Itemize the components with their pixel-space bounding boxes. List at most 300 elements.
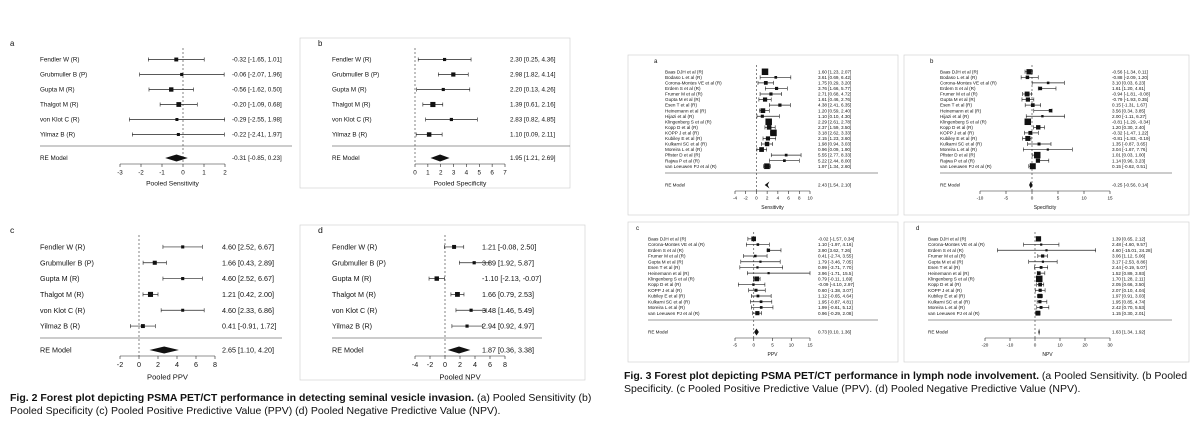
x-tick-label: 2 <box>458 360 462 370</box>
x-tick-label: 8 <box>213 360 217 370</box>
forest-plot-3d <box>904 222 1189 362</box>
study-value: 3.61 [0.69, 6.42] <box>818 74 852 80</box>
point-estimate <box>435 276 439 280</box>
x-tick-label: 5 <box>477 169 482 177</box>
point-estimate <box>1038 294 1042 298</box>
study-value: 1.10 [-1.97, 4.16] <box>818 242 853 248</box>
study-value: -0.81 [-1.29, -0.34] <box>1112 119 1150 125</box>
x-tick-label: -3 <box>117 169 123 177</box>
study-value: 1.20 [0.59, 2.40] <box>818 108 852 114</box>
study-label: Grubmuller B (P) <box>40 258 94 268</box>
study-value: -0.02 [-1.57, 0.34] <box>818 236 855 242</box>
point-estimate <box>757 295 760 298</box>
point-estimate <box>1035 311 1040 316</box>
study-label: Yilmaz B (R) <box>332 321 373 331</box>
study-label: Gupta M et al (R) <box>665 97 701 103</box>
study-value: 1.66 [0.79, 2.53] <box>482 289 534 299</box>
study-label: Grubmuller B (P) <box>40 71 88 79</box>
study-value: 3.96 [-1.71, 15.5] <box>818 270 853 276</box>
study-label: Erdem S et al (R) <box>665 86 701 92</box>
x-tick-label: -5 <box>732 342 738 348</box>
panel-letter: d <box>318 225 323 235</box>
study-label: Baas DJH et al (R) <box>665 69 704 75</box>
study-label: Rajwa P et al (R) <box>940 158 975 164</box>
study-value: -0.79 [-1.93, 0.35] <box>1112 97 1149 103</box>
study-label: van Leeuwen PJ et al (R) <box>928 310 980 316</box>
point-estimate <box>1036 236 1041 241</box>
pooled-value: 2.43 [1.54, 2.10] <box>818 182 852 188</box>
study-value: -0.81 [-1.83, -0.19] <box>1112 136 1150 142</box>
study-value: 2.07 [0.10, 4.04] <box>1112 287 1146 293</box>
study-value: 1.15 [0.30, 2.01] <box>1112 310 1146 316</box>
point-estimate <box>1045 249 1047 251</box>
point-estimate <box>754 289 757 292</box>
study-label: Gupta M (R) <box>40 86 75 94</box>
point-estimate <box>754 276 759 281</box>
x-tick-label: 8 <box>798 195 801 201</box>
study-label: Frumer M et al (R) <box>648 253 686 259</box>
x-tick-label: 5 <box>1056 195 1060 201</box>
point-estimate <box>153 261 157 265</box>
point-estimate <box>765 119 772 126</box>
study-value: -1.10 [-2.13, -0.07] <box>482 274 542 284</box>
study-value: 1.70 [1.28, 2.11] <box>1112 276 1145 282</box>
study-label: Erdem S et al (R) <box>940 86 976 92</box>
point-estimate <box>765 142 769 146</box>
x-tick-label: 8 <box>503 360 507 370</box>
study-value: 3.90 [3.62, 7.26] <box>818 247 852 253</box>
study-label: von Klot C (R) <box>332 305 378 315</box>
study-value: 4.60 [2.52, 6.67] <box>222 242 274 252</box>
pooled-value: 1.63 [1.34, 1.92] <box>1112 329 1146 335</box>
study-value: 0.79 [-0.11, 1.69] <box>818 276 853 282</box>
x-tick-label: 1 <box>426 169 430 177</box>
pooled-value: 1.87 [0.36, 3.38] <box>482 345 534 355</box>
study-value: -0.06 [-2.07, 1.96] <box>232 71 282 79</box>
point-estimate <box>1036 159 1040 163</box>
x-axis-title: Pooled Specificity <box>433 180 487 188</box>
point-estimate <box>1025 119 1032 126</box>
panel-letter: d <box>916 225 920 232</box>
panel-letter: a <box>654 58 658 65</box>
study-value: 1.75 [0.29, 3.20] <box>818 80 852 86</box>
point-estimate <box>473 261 476 264</box>
point-estimate <box>764 81 768 85</box>
x-tick-label: -4 <box>732 195 738 201</box>
x-tick-label: 6 <box>490 169 494 177</box>
pooled-value: 1.95 [1.21, 2.69] <box>510 155 556 163</box>
study-label: Corona-Montes VE et al (R) <box>665 80 722 86</box>
study-label: van Leeuwen PJ et al (R) <box>648 310 700 316</box>
study-value: 1.14 [0.96, 3.23] <box>1112 158 1146 164</box>
x-axis-title: Sensitivity <box>761 205 784 212</box>
study-value: 1.39 [0.61, 2.16] <box>510 101 556 109</box>
fig2-caption-body: (a) Pooled Sensitivity (b) Pooled Specificity (c) Pooled Positive Predictive Value (PPV) (d) Pooled Negative Predictive Value (NPV). <box>10 392 592 417</box>
study-value: 1.01 [0.03, 1.00] <box>1112 152 1146 158</box>
study-label: Kulkarni SC et al (R) <box>928 299 970 305</box>
study-label: Moreira L et al (R) <box>665 147 702 153</box>
study-label: Gupta M (R) <box>332 86 367 94</box>
study-value: -0.56 [-1.34, 0.11] <box>1112 69 1148 75</box>
study-label: Klingenberg S et al (R) <box>648 276 695 282</box>
point-estimate <box>1047 148 1049 150</box>
study-value: 1.60 [1.23, 2.07] <box>818 69 852 75</box>
study-label: Kopp D et al (R) <box>940 124 973 130</box>
point-estimate <box>768 272 770 274</box>
study-label: Grubmuller B (P) <box>332 71 380 79</box>
study-value: 4.60 [2.52, 6.67] <box>222 274 274 284</box>
study-value: 2.94 [0.92, 4.97] <box>482 321 534 331</box>
pooled-value: 2.65 [1.10, 4.20] <box>222 345 274 355</box>
x-tick-label: 20 <box>1082 342 1088 348</box>
study-value: 1.79 [-3.46, 7.05] <box>818 259 853 265</box>
study-label: Fendler W (R) <box>332 242 378 252</box>
study-value: 4.60 [-15.01, 24.28] <box>1112 247 1152 253</box>
study-label: Bodaso L et al (R) <box>940 74 977 80</box>
x-tick-label: 10 <box>1057 342 1063 348</box>
study-value: 1.52 [0.89, 3.93] <box>1112 270 1146 276</box>
study-value: 1.21 [-0.08, 2.50] <box>482 242 537 252</box>
fig2-caption <box>10 392 600 418</box>
study-label: Kopp D et al (R) <box>648 282 681 288</box>
point-estimate <box>767 249 770 252</box>
point-estimate <box>1040 243 1042 245</box>
study-label: Esen T et al (R) <box>940 102 972 108</box>
forest-plot-3b <box>904 55 1189 215</box>
point-estimate <box>430 102 435 107</box>
point-estimate <box>775 87 778 90</box>
pooled-label: RE Model <box>665 182 686 188</box>
point-estimate <box>442 88 445 91</box>
study-value: 3.10 [0.03, 6.23] <box>1112 80 1146 86</box>
point-estimate <box>1041 115 1043 117</box>
point-estimate <box>762 69 769 76</box>
point-estimate <box>778 104 781 107</box>
study-value: 1.61 [1.20, 4.61] <box>1112 86 1146 92</box>
study-value: 4.60 [2.33, 6.86] <box>222 305 274 315</box>
point-estimate <box>1025 92 1030 97</box>
study-value: 2.00 [-1.11, 6.27] <box>1112 113 1147 119</box>
study-value: 2.42 [0.70, 5.53] <box>1112 305 1146 311</box>
study-label: Thalgot M (R) <box>332 289 376 299</box>
study-label: van Leeuwen PJ et al (R) <box>665 163 717 169</box>
pooled-diamond <box>165 155 188 162</box>
point-estimate <box>764 163 770 169</box>
study-label: Kulkarni SC et al (R) <box>940 141 982 147</box>
point-estimate <box>755 311 759 315</box>
study-value: 1.98 [0.94, 3.03] <box>818 141 852 147</box>
study-label: Klingenberg S et al (R) <box>665 119 712 125</box>
study-label: Esen T et al (R) <box>648 265 680 271</box>
study-label: Pfister D et al (R) <box>940 152 976 158</box>
pooled-value: 0.73 [0.10, 1.36] <box>818 329 852 335</box>
study-label: Hijazi et al (R) <box>665 113 694 119</box>
x-axis-title: Pooled Sensitivity <box>146 180 199 188</box>
study-label: Frumer M et al (R) <box>940 91 978 97</box>
point-estimate <box>767 125 772 130</box>
study-value: 0.96 [-0.29, 2.08] <box>818 310 853 316</box>
point-estimate <box>181 309 184 312</box>
x-tick-label: 0 <box>443 360 447 370</box>
point-estimate <box>148 292 153 297</box>
study-label: Kopp D et al (R) <box>665 124 698 130</box>
point-estimate <box>774 76 777 79</box>
pooled-label: RE Model <box>40 155 68 163</box>
point-estimate <box>760 300 763 303</box>
study-label: Gupta M et al (R) <box>928 259 964 265</box>
x-tick-label: 2 <box>765 195 769 201</box>
study-value: 2.83 [0.82, 4.85] <box>510 116 556 124</box>
pooled-diamond <box>754 329 759 336</box>
study-label: Fendler W (R) <box>40 56 80 64</box>
study-value: 1.97 [0.91, 3.03] <box>1112 293 1146 299</box>
point-estimate <box>177 133 180 136</box>
x-tick-label: 10 <box>807 195 813 201</box>
study-value: 1.35 [-0.87, 3.65] <box>1112 141 1147 147</box>
study-value: 1.95 [0.85, 4.74] <box>1112 299 1146 305</box>
study-label: Baas DJH et al (R) <box>928 236 967 242</box>
study-label: Grubmuller B (P) <box>332 258 386 268</box>
fig3-caption-label: Fig. 3 <box>624 370 652 382</box>
x-axis-title: Pooled NPV <box>439 372 481 382</box>
point-estimate <box>756 266 758 268</box>
point-estimate <box>785 154 788 157</box>
study-value: 0.41 [-2.74, 3.55] <box>818 253 853 259</box>
study-value: 2.05 [0.66, 3.50] <box>1112 282 1146 288</box>
point-estimate <box>766 136 770 140</box>
point-estimate <box>470 309 473 312</box>
x-tick-label: 7 <box>503 169 507 177</box>
x-tick-label: 0 <box>752 342 756 348</box>
point-estimate <box>757 243 760 246</box>
study-label: Thalgot M (R) <box>40 101 79 109</box>
study-value: -0.88 [-2.09, 1.20] <box>1112 74 1149 80</box>
study-label: Kubiley E et al (R) <box>928 293 966 299</box>
study-value: -0.32 [-1.47, 1.22] <box>1112 130 1149 136</box>
study-value: 0.15 [-1.31, 1.67] <box>1112 102 1147 108</box>
study-value: 0.41 [-0.91, 1.72] <box>222 321 277 331</box>
study-label: Kulkarni SC et al (R) <box>648 299 690 305</box>
study-label: KOPP J et al (R) <box>648 287 682 293</box>
point-estimate <box>1026 69 1031 74</box>
study-value: -0.94 [-1.81, -0.08] <box>1112 91 1150 97</box>
pooled-diamond <box>431 155 450 162</box>
point-estimate <box>455 292 460 297</box>
fig3-caption-body: (a Pooled Sensitivity. (b Pooled Specificity. (c Pooled Positive Predictive Value (PPV). (d) Pooled Negative Predictive Value (NPV). <box>624 370 1188 395</box>
x-tick-label: 15 <box>807 342 813 348</box>
study-label: Frumer M et al (R) <box>665 91 703 97</box>
study-label: Frumer M et al (R) <box>928 253 966 259</box>
study-label: Klingenberg S et al (R) <box>928 276 975 282</box>
point-estimate <box>1036 125 1040 129</box>
study-label: Hijazi et al (R) <box>940 113 969 119</box>
point-estimate <box>759 147 764 152</box>
pooled-label: RE Model <box>332 345 364 355</box>
study-value: 1.21 [0.42, 2.00] <box>222 289 274 299</box>
study-value: 2.98 [1.82, 4.14] <box>510 71 556 79</box>
x-axis-title: Pooled PPV <box>147 372 188 382</box>
x-tick-label: 10 <box>788 342 794 348</box>
point-estimate <box>1038 283 1042 287</box>
study-label: Baas DJH et al (R) <box>648 236 687 242</box>
study-value: 1.99 [-0.61, 5.12] <box>818 305 853 311</box>
point-estimate <box>769 92 772 95</box>
forest-plot-2d <box>300 225 585 381</box>
study-value: 0.60 [-1.38, 3.07] <box>818 287 853 293</box>
point-estimate <box>141 324 145 328</box>
study-label: Moreira L et al (R) <box>928 305 965 311</box>
study-value: 2.44 [-0.19, 5.07] <box>1112 265 1147 271</box>
x-tick-label: 1 <box>202 169 206 177</box>
x-tick-label: 15 <box>1107 195 1113 201</box>
point-estimate <box>763 97 767 101</box>
x-tick-label: 3 <box>451 169 456 177</box>
study-label: Heinemann et al (R) <box>940 108 982 114</box>
study-value: 5.22 [2.44, 8.00] <box>818 158 852 164</box>
point-estimate <box>1039 87 1042 90</box>
study-label: Rajwa P et al (R) <box>665 158 700 164</box>
study-label: Esen T et al (R) <box>928 265 960 271</box>
study-value: 1.12 [-0.65, 4.64] <box>818 293 853 299</box>
study-value: 0.15 [-0.62, 0.51] <box>1112 163 1147 169</box>
x-tick-label: -10 <box>976 195 984 201</box>
x-tick-label: 0 <box>181 169 185 177</box>
fig3-caption-title: Forest plot depicting PSMA PET/CT performance in lymph node involvement. <box>654 370 1039 382</box>
point-estimate <box>1031 103 1035 107</box>
x-tick-label: -1 <box>159 169 165 177</box>
study-label: von Klot C (R) <box>332 116 372 124</box>
study-value: 2.71 [0.68, 4.72] <box>818 91 852 97</box>
study-label: Kulkarni SC et al (R) <box>665 141 707 147</box>
study-label: Fendler W (R) <box>332 56 372 64</box>
panel-letter: c <box>636 225 640 232</box>
x-tick-label: 30 <box>1107 342 1113 348</box>
point-estimate <box>169 87 173 91</box>
study-label: Yilmaz B (R) <box>332 131 368 139</box>
x-axis-title: PPV <box>767 352 778 359</box>
study-value: 0.96 [0.09, 1.90] <box>818 147 852 153</box>
x-tick-label: -10 <box>1006 342 1014 348</box>
point-estimate <box>180 73 183 76</box>
x-tick-label: 2 <box>156 360 160 370</box>
study-label: Heinemann et al (R) <box>665 108 707 114</box>
study-value: 2.37 [1.59, 3.50] <box>818 124 852 130</box>
x-tick-label: -20 <box>981 342 989 348</box>
x-tick-label: 0 <box>755 195 758 201</box>
study-label: Bodaso L et al (R) <box>665 74 702 80</box>
study-value: 3.04 [-1.67, 7.76] <box>1112 147 1147 153</box>
study-label: Kubiley E et al (R) <box>648 293 686 299</box>
point-estimate <box>427 132 431 136</box>
pooled-diamond <box>1038 329 1039 336</box>
point-estimate <box>760 108 765 113</box>
study-value: -0.32 [-1.65, 1.01] <box>232 56 282 64</box>
point-estimate <box>174 58 178 62</box>
study-value: 5.55 [2.77, 8.33] <box>818 152 852 158</box>
x-tick-label: 4 <box>473 360 477 370</box>
point-estimate <box>465 325 468 328</box>
study-label: Fendler W (R) <box>40 242 86 252</box>
panel-letter: b <box>318 39 323 48</box>
study-label: Esen T et al (R) <box>665 102 697 108</box>
study-label: Klingenberg S et al (R) <box>940 119 987 125</box>
study-value: 3.48 [1.46, 5.49] <box>482 305 534 315</box>
study-label: von Klot C (R) <box>40 116 80 124</box>
x-tick-label: 6 <box>488 360 492 370</box>
study-label: Baas DJH et al (R) <box>940 69 979 75</box>
point-estimate <box>1042 261 1044 263</box>
study-label: Thalgot M (R) <box>40 289 84 299</box>
study-value: 1.39 [0.65, 2.12] <box>1112 236 1146 242</box>
study-value: -0.09 [-4.10, 2.97] <box>818 282 855 288</box>
x-tick-label: -2 <box>138 169 144 177</box>
forest-plot-3c <box>628 222 898 362</box>
forest-plot-2a <box>10 39 292 188</box>
forest-plot-2b <box>300 38 570 188</box>
study-label: Yilmaz B (R) <box>40 131 76 139</box>
study-value: 2.20 [0.13, 4.26] <box>510 86 556 94</box>
study-value: 3.76 [1.66, 5.77] <box>818 86 852 92</box>
study-label: Heinemann et al (R) <box>928 270 970 276</box>
study-label: Corona-Montes VE et al (R) <box>928 242 985 248</box>
forest-plot-3a <box>628 55 898 215</box>
x-tick-label: -2 <box>116 360 124 370</box>
study-label: Erdem S et al (R) <box>928 247 964 253</box>
study-value: 0.99 [-3.71, 7.70] <box>818 265 853 271</box>
point-estimate <box>1040 266 1043 269</box>
point-estimate <box>1026 76 1030 80</box>
study-label: von Klot C (R) <box>40 305 86 315</box>
point-estimate <box>759 261 761 263</box>
study-label: Yilmaz B (R) <box>40 321 81 331</box>
point-estimate <box>770 130 777 137</box>
x-tick-label: 0 <box>1030 195 1034 201</box>
study-value: 1.10 [0.09, 2.11] <box>510 131 556 139</box>
point-estimate <box>176 102 181 107</box>
study-value: 3.56 [0.34, 3.85] <box>1112 108 1146 114</box>
x-tick-label: 4 <box>464 169 469 177</box>
panel-letter: b <box>930 58 934 65</box>
study-value: 2.30 [0.25, 4.36] <box>510 56 556 64</box>
point-estimate <box>751 237 756 242</box>
study-label: KOPP J et al (R) <box>928 287 962 293</box>
panel-letter: c <box>10 225 15 235</box>
point-estimate <box>1047 82 1050 85</box>
point-estimate <box>1030 163 1036 169</box>
point-estimate <box>1026 97 1030 101</box>
study-value: 3.06 [1.12, 5.06] <box>1112 253 1146 259</box>
forest-plot-2c <box>10 225 282 381</box>
fig2-caption-label: Fig. 2 <box>10 392 38 404</box>
point-estimate <box>175 118 178 121</box>
study-label: Kubiley E et al (R) <box>940 136 978 142</box>
pooled-diamond <box>448 347 471 354</box>
x-tick-label: 0 <box>1033 342 1037 348</box>
study-label: KOPP J et al (R) <box>940 130 974 136</box>
point-estimate <box>1028 131 1032 135</box>
pooled-diamond <box>765 182 770 189</box>
study-label: Erdem S et al (R) <box>648 247 684 253</box>
pooled-diamond <box>149 347 178 354</box>
x-tick-label: -2 <box>743 195 748 201</box>
x-tick-label: -2 <box>426 360 434 370</box>
study-label: Corona-Montes VE et al (R) <box>940 80 997 86</box>
point-estimate <box>181 245 184 248</box>
pooled-label: RE Model <box>940 182 961 188</box>
x-tick-label: 0 <box>137 360 141 370</box>
study-label: Moreira L et al (R) <box>940 147 977 153</box>
study-value: 1.97 [1.34, 2.60] <box>818 163 852 169</box>
